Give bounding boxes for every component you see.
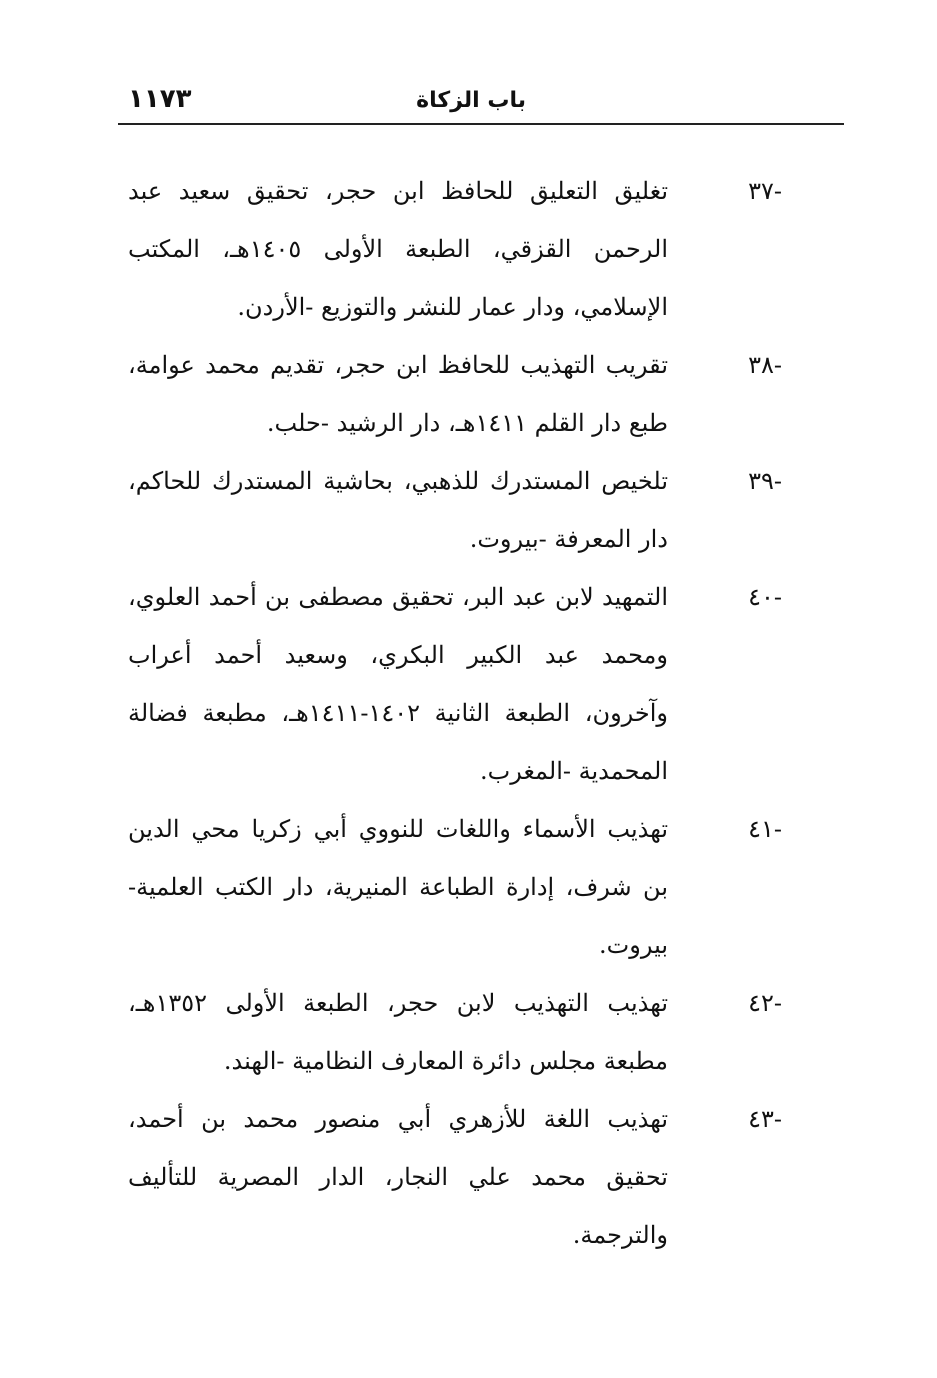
page-header [118,78,844,124]
reference-item [118,162,800,336]
reference-number: -٤٢ [748,989,782,1017]
reference-number: -٣٩ [748,467,782,495]
reference-text: تهذيب التهذيب لابن حجر، الطبعة الأولى ١٣٥٢هـ، مطبعة مجلس دائرة المعارف النظامية -الهند. [128,989,668,1075]
reference-item [118,568,800,800]
reference-item [118,800,800,974]
reference-text: تهذيب الأسماء واللغات للنووي أبي زكريا محي الدين بن شرف، إدارة الطباعة المنيرية، دار الكتب العلمية- بيروت. [128,815,668,959]
chapter-title: باب الزكاة [416,88,526,113]
reference-item [118,452,800,568]
reference-number: -٣٧ [748,177,782,205]
reference-number: -٤١ [748,815,782,843]
reference-text: تهذيب اللغة للأزهري أبي منصور محمد بن أحمد، تحقيق محمد علي النجار، الدار المصرية للتأليف والترجمة. [128,1105,668,1249]
reference-item [118,336,800,452]
reference-text: تلخيص المستدرك للذهبي، بحاشية المستدرك للحاكم، دار المعرفة -بيروت. [128,467,668,553]
reference-text: تقريب التهذيب للحافظ ابن حجر، تقديم محمد عوامة، طبع دار القلم ١٤١١هـ، دار الرشيد -حلب. [128,351,668,437]
reference-number: -٤٣ [748,1105,782,1133]
reference-number: -٤٠ [748,583,782,611]
reference-list [118,162,800,1264]
reference-item [118,974,800,1090]
reference-number: -٣٨ [748,351,782,379]
reference-text: تغليق التعليق للحافظ ابن حجر، تحقيق سعيد عبد الرحمن القزقي، الطبعة الأولى ١٤٠٥هـ، المكتب الإسلامي، ودار عمار للنشر والتوزيع -الأردن. [128,177,668,321]
header-divider [118,123,844,125]
page-number: ١١٧٣ [128,84,192,114]
reference-text: التمهيد لابن عبد البر، تحقيق مصطفى بن أحمد العلوي، ومحمد عبد الكبير البكري، وسعيد أحمد أعراب وآخرون، الطبعة الثانية ١٤٠٢-١٤١١هـ، مطبعة فضالة المحمدية -المغرب. [128,583,668,785]
reference-item [118,1090,800,1264]
